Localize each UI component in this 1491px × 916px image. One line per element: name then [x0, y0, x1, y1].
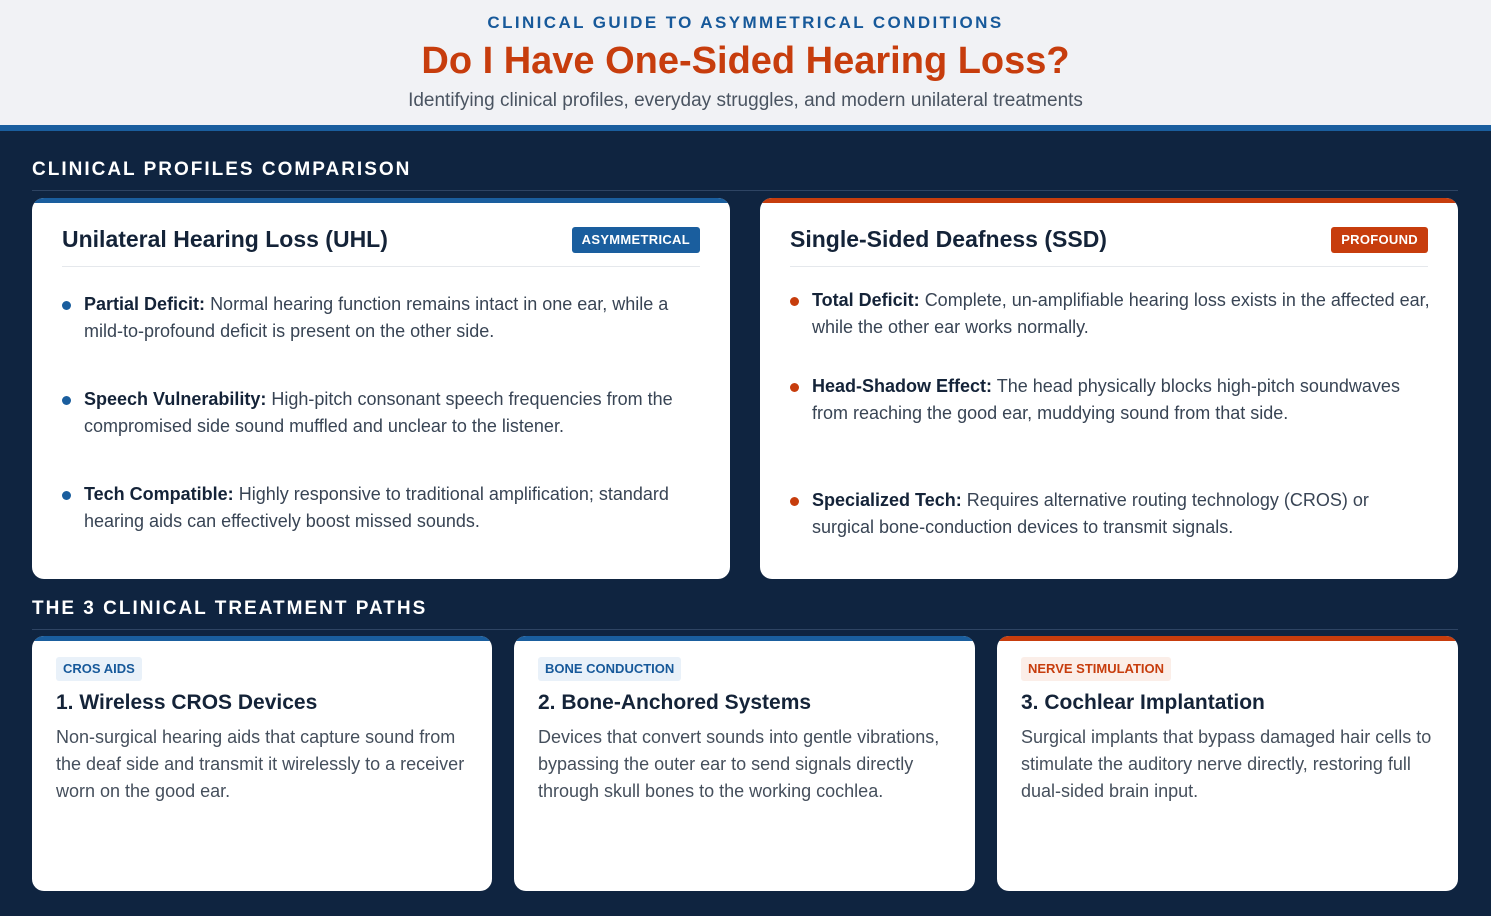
profile-bullet — [790, 287, 1432, 341]
bullet-label: Tech Compatible: — [84, 484, 234, 504]
bullet-label: Specialized Tech: — [812, 490, 962, 510]
treatment-description: Surgical implants that bypass damaged hair cells to stimulate the auditory nerve directly, restoring full dual-sided brain input. — [1021, 727, 1432, 801]
profile-bullet — [790, 373, 1432, 427]
profiles-section-heading: CLINICAL PROFILES COMPARISON — [32, 158, 1458, 191]
profile-badge: ASYMMETRICAL — [572, 227, 700, 253]
profile-card-header — [62, 222, 700, 267]
profile-bullet — [62, 291, 704, 345]
profile-card-uhl — [32, 198, 730, 579]
bullet-text: Requires alternative routing technology (CROS) or surgical bone-conduction devices to transmit signals. — [812, 490, 1369, 537]
profile-card-ssd — [760, 198, 1458, 579]
treatment-tag: BONE CONDUCTION — [538, 657, 681, 681]
treatment-tag: CROS AIDS — [56, 657, 142, 681]
bullet-label: Head-Shadow Effect: — [812, 376, 993, 396]
treatment-tag: NERVE STIMULATION — [1021, 657, 1171, 681]
treatment-title: 2. Bone-Anchored Systems — [538, 691, 812, 714]
page-title: Do I Have One-Sided Hearing Loss? — [421, 40, 1070, 82]
bullet-text: Highly responsive to traditional amplification; standard hearing aids can effectively boost missed sounds. — [84, 484, 669, 531]
profile-bullet — [62, 481, 704, 535]
page-eyebrow: CLINICAL GUIDE TO ASYMMETRICAL CONDITIONS — [487, 13, 1004, 32]
treatment-section-heading: THE 3 CLINICAL TREATMENT PATHS — [32, 597, 1458, 630]
profile-bullet — [790, 487, 1432, 541]
treatment-card-cochlear — [997, 636, 1458, 891]
treatment-card-bone — [514, 636, 975, 891]
bullet-dot-icon — [62, 301, 71, 310]
profile-badge: PROFOUND — [1331, 227, 1428, 253]
bullet-dot-icon — [790, 383, 799, 392]
profile-bullet — [62, 386, 704, 440]
bullet-label: Total Deficit: — [812, 290, 920, 310]
treatment-title: 3. Cochlear Implantation — [1021, 691, 1265, 714]
treatment-title: 1. Wireless CROS Devices — [56, 691, 318, 714]
bullet-text: Complete, un-amplifiable hearing loss exists in the affected ear, while the other ear works normally. — [812, 290, 1430, 337]
treatment-description: Non-surgical hearing aids that capture sound from the deaf side and transmit it wirelessly to a receiver worn on the good ear. — [56, 727, 465, 801]
bullet-text: Normal hearing function remains intact in one ear, while a mild-to-profound deficit is present on the other side. — [84, 294, 669, 341]
profile-card-title: Unilateral Hearing Loss (UHL) — [62, 226, 388, 252]
bullet-dot-icon — [790, 297, 799, 306]
bullet-dot-icon — [790, 497, 799, 506]
bullet-text: High-pitch consonant speech frequencies from the compromised side sound muffled and unclear to the listener. — [84, 389, 673, 436]
profile-card-header — [790, 222, 1428, 267]
bullet-label: Partial Deficit: — [84, 294, 206, 314]
page-subtitle: Identifying clinical profiles, everyday struggles, and modern unilateral treatments — [408, 90, 1083, 111]
main-content — [0, 131, 1491, 910]
treatment-card-cros — [32, 636, 492, 891]
bullet-dot-icon — [62, 396, 71, 405]
page-header — [0, 0, 1491, 131]
treatment-description: Devices that convert sounds into gentle vibrations, bypassing the outer ear to send signals directly through skull bones to the working cochlea. — [538, 727, 940, 801]
profile-card-title: Single-Sided Deafness (SSD) — [790, 226, 1107, 252]
bullet-label: Speech Vulnerability: — [84, 389, 267, 409]
bullet-text: The head physically blocks high-pitch soundwaves from reaching the good ear, muddying sound from that side. — [812, 376, 1400, 423]
bullet-dot-icon — [62, 491, 71, 500]
